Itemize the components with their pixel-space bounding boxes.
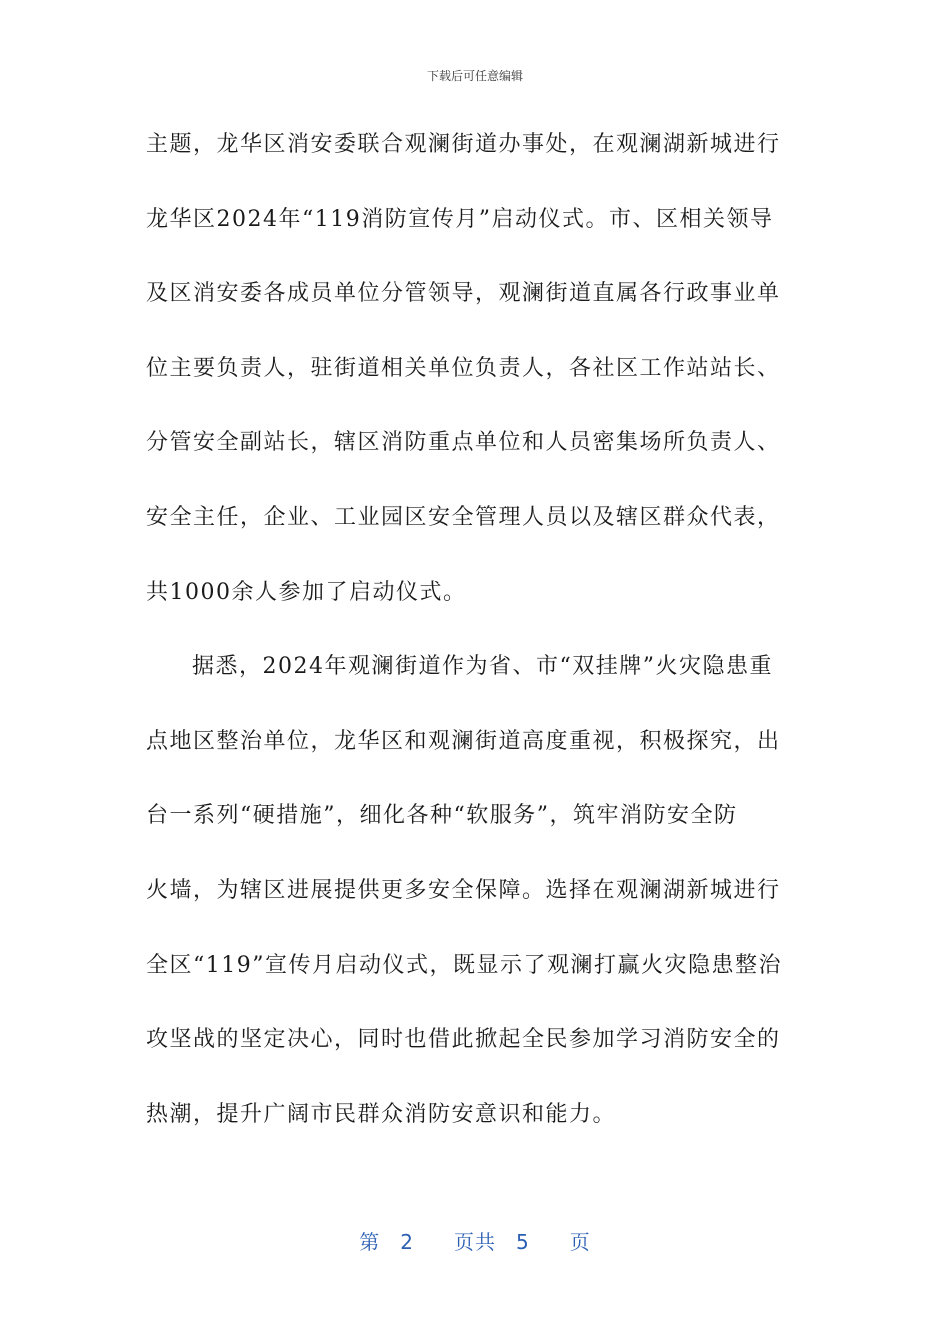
page-header: 下载后可任意编辑: [426, 69, 523, 83]
text-line: 台一系列“硬措施”，细化各种“软服务”，筑牢消防安全防: [146, 803, 738, 829]
text-line: 分管安全副站长，辖区消防重点单位和人员密集场所负责人、: [146, 430, 781, 456]
text-line: 攻坚战的坚定决心，同时也借此掀起全民参加学习消防安全的: [146, 1027, 781, 1053]
text-line: 火墙，为辖区进展提供更多安全保障。选择在观澜湖新城进行: [146, 877, 781, 903]
text-line: 安全主任，企业、工业园区安全管理人员以及辖区群众代表，: [146, 504, 781, 530]
footer-suffix: 页: [569, 1230, 591, 1254]
text-line: 及区消安委各成员单位分管领导，观澜街道直属各行政事业单: [146, 281, 781, 307]
footer-prefix: 第: [359, 1230, 381, 1254]
page-footer: [0, 1226, 950, 1255]
paragraph-2: [146, 630, 826, 1227]
document-body: [146, 108, 826, 1227]
text-line: 位主要负责人，驻街道相关单位负责人，各社区工作站站长、: [146, 355, 781, 381]
text-line: 热潮，提升广阔市民群众消防安意识和能力。: [146, 1101, 617, 1127]
total-pages-number: 5: [516, 1230, 530, 1254]
current-page-number: 2: [400, 1230, 414, 1254]
footer-middle: 页共: [454, 1230, 496, 1254]
text-line: 全区“119”宣传月启动仪式，既显示了观澜打赢火灾隐患整治: [146, 952, 782, 978]
text-line: 主题，龙华区消安委联合观澜街道办事处，在观澜湖新城进行: [146, 132, 781, 157]
text-line: 据悉，2024年观澜街道作为省、市“双挂牌”火灾隐患重: [192, 654, 773, 680]
text-line: 共1000余人参加了启动仪式。: [146, 579, 467, 605]
text-line: [146, 1152, 826, 1227]
text-line: 点地区整治单位，龙华区和观澜街道高度重视，积极探究，出: [146, 728, 781, 754]
text-line: 龙华区2024年“119消防宣传月”启动仪式。市、区相关领导: [146, 206, 774, 232]
paragraph-1: [146, 108, 826, 630]
